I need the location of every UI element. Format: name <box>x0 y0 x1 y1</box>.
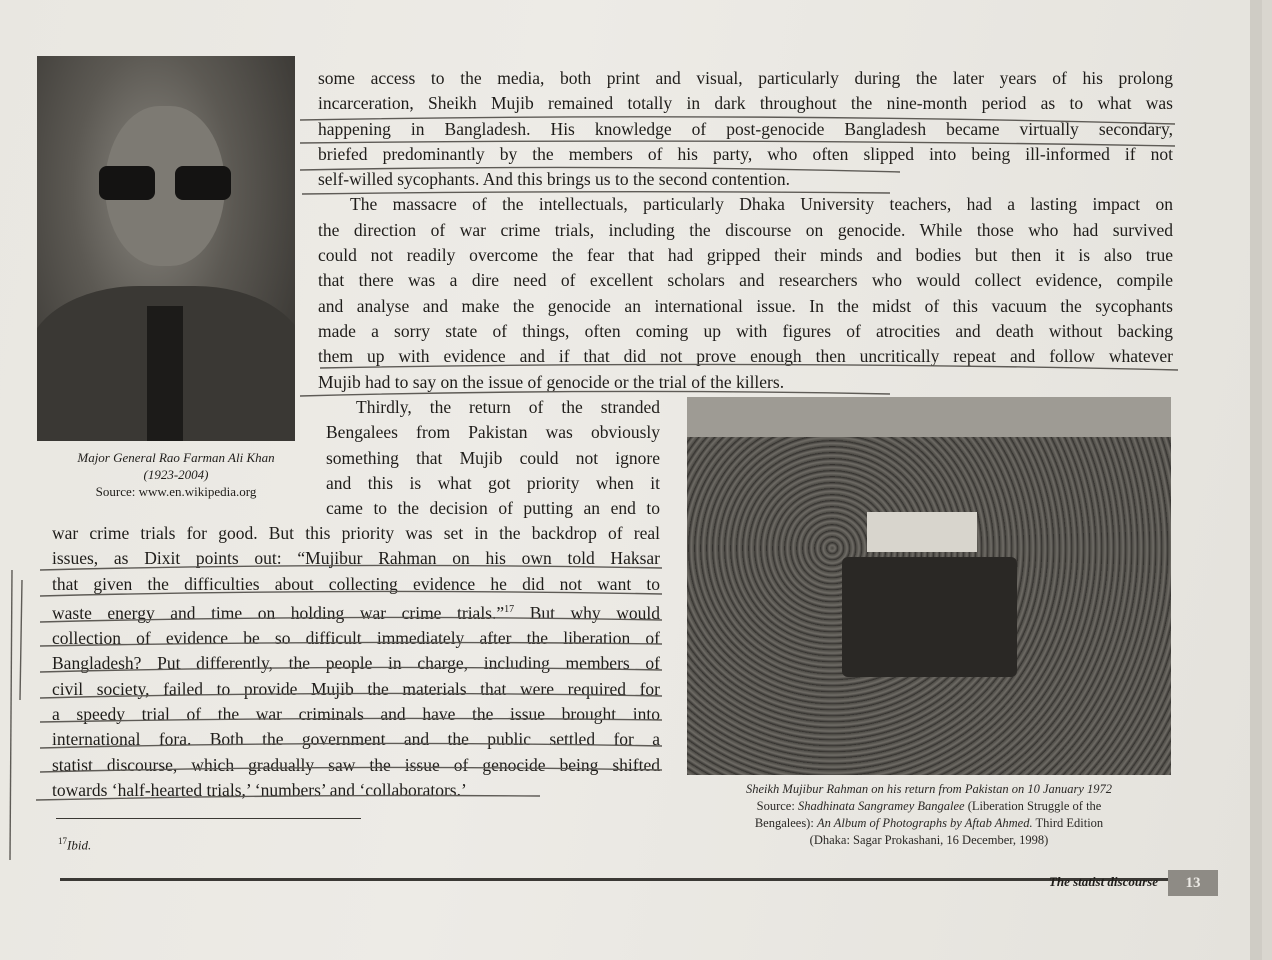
body-text: But why would <box>514 602 660 623</box>
body-line: issues, as Dixit points out: “Mujibur Rahman on his own told Haksar <box>52 548 660 569</box>
page-edge <box>1250 0 1262 960</box>
caption-album-line <box>687 815 1171 832</box>
body-mid-block <box>326 395 660 521</box>
lens-left <box>99 166 155 200</box>
body-top-block <box>318 66 1173 395</box>
margin-bracket <box>10 570 12 860</box>
tie-shape <box>147 306 183 441</box>
caption-album-rest: Third Edition <box>1032 816 1104 830</box>
caption-source: Source: www.en.wikipedia.org <box>95 484 257 499</box>
body-line: The massacre of the intellectuals, particularly Dhaka University teachers, had a lasting impact on <box>350 194 1173 215</box>
sky-shape <box>687 397 1171 437</box>
caption-title: Sheikh Mujibur Rahman on his return from Pakistan on 10 January 1972 <box>745 782 1113 796</box>
body-line: Bengalees from Pakistan was obviously <box>326 422 660 443</box>
footnote-text: Ibid. <box>67 837 92 853</box>
body-line: a speedy trial of the war criminals and have the issue brought into <box>52 703 660 724</box>
body-line: briefed predominantly by the members of his party, who often slipped into being ill-informed if not <box>318 143 1173 164</box>
body-line: the direction of war crime trials, including the discourse on genocide. While those who had survived <box>318 219 1173 240</box>
body-bottom-block <box>52 521 660 803</box>
body-line: and this is what got priority when it <box>326 472 660 493</box>
portrait-caption <box>50 449 302 500</box>
body-line: that there was a dire need of excellent scholars and researchers who would collect evidence, compile <box>318 270 1173 291</box>
footnote-rule <box>56 818 361 819</box>
body-line: happening in Bangladesh. His knowledge of post-genocide Bangladesh became virtually secondary, <box>318 118 1173 139</box>
footnote-ref[interactable]: 17 <box>504 603 515 615</box>
caption-album-title: An Album of Photographs by Aftab Ahmed. <box>816 816 1033 830</box>
caption-source-line <box>687 798 1171 815</box>
body-line: collection of evidence be so difficult immediately after the liberation of <box>52 628 660 649</box>
caption-publisher: (Dhaka: Sagar Prokashani, 16 December, 1998) <box>809 833 1049 847</box>
caption-name: Major General Rao Farman Ali Khan <box>77 450 275 465</box>
body-line: made a sorry state of things, often coming up with figures of atrocities and death without backing <box>318 320 1173 341</box>
crowd-photo-caption <box>687 781 1171 849</box>
body-line: that given the difficulties about collecting evidence he did not want to <box>52 573 660 594</box>
caption-book-rest: (Liberation Struggle of the <box>964 799 1102 813</box>
body-line: incarceration, Sheikh Mujib remained totally in dark throughout the nine-month period as to what was <box>318 93 1173 114</box>
body-line: Bangladesh? Put differently, the people in charge, including members of <box>52 653 660 674</box>
truck-shape <box>842 557 1017 677</box>
page-number: 13 <box>1168 870 1218 896</box>
body-line: them up with evidence and if that did not prove enough then uncritically repeat and follow whatever <box>318 346 1173 367</box>
lens-right <box>175 166 231 200</box>
body-line: something that Mujib could not ignore <box>326 447 660 468</box>
body-line: Thirdly, the return of the stranded <box>356 397 660 417</box>
footnote-mark: 17 <box>58 836 67 846</box>
crowd-photo <box>687 397 1171 775</box>
body-line <box>52 597 660 626</box>
body-line: statist discourse, which gradually saw the issue of genocide being shifted <box>52 754 660 775</box>
body-line: international fora. Both the government and the public settled for a <box>52 729 660 750</box>
body-line: self-willed sycophants. And this brings us to the second contention. <box>318 169 790 190</box>
body-line: war crime trials for good. But this priority was set in the backdrop of real <box>52 523 660 543</box>
glasses-shape <box>99 166 233 202</box>
caption-source-label: Source: <box>756 799 798 813</box>
footnote <box>58 836 91 853</box>
caption-years: (1923-2004) <box>143 467 209 482</box>
body-line: came to the decision of putting an end to <box>326 498 660 519</box>
body-line: towards ‘half-hearted trials,’ ‘numbers’ and ‘collaborators.’ <box>52 779 467 800</box>
body-line: some access to the media, both print and visual, particularly during the later years of his prolong <box>318 68 1173 88</box>
caption-book-title: Shadhinata Sangramey Bangalee <box>797 799 965 813</box>
margin-bracket <box>20 580 22 700</box>
body-text: waste energy and time on holding war crime trials.” <box>52 602 505 623</box>
body-line: civil society, failed to provide Mujib the materials that were required for <box>52 678 660 699</box>
body-line: Mujib had to say on the issue of genocide or the trial of the killers. <box>318 371 785 392</box>
banner-shape <box>867 512 977 552</box>
portrait-photo <box>37 56 295 441</box>
body-line: could not readily overcome the fear that had gripped their minds and bodies but then it is also true <box>318 245 1173 266</box>
running-title: The statist discourse <box>1048 874 1158 889</box>
caption-album-start: Bengalees): <box>754 816 817 830</box>
body-line: and analyse and make the genocide an international issue. In the midst of this vacuum the sycophants <box>318 295 1173 316</box>
